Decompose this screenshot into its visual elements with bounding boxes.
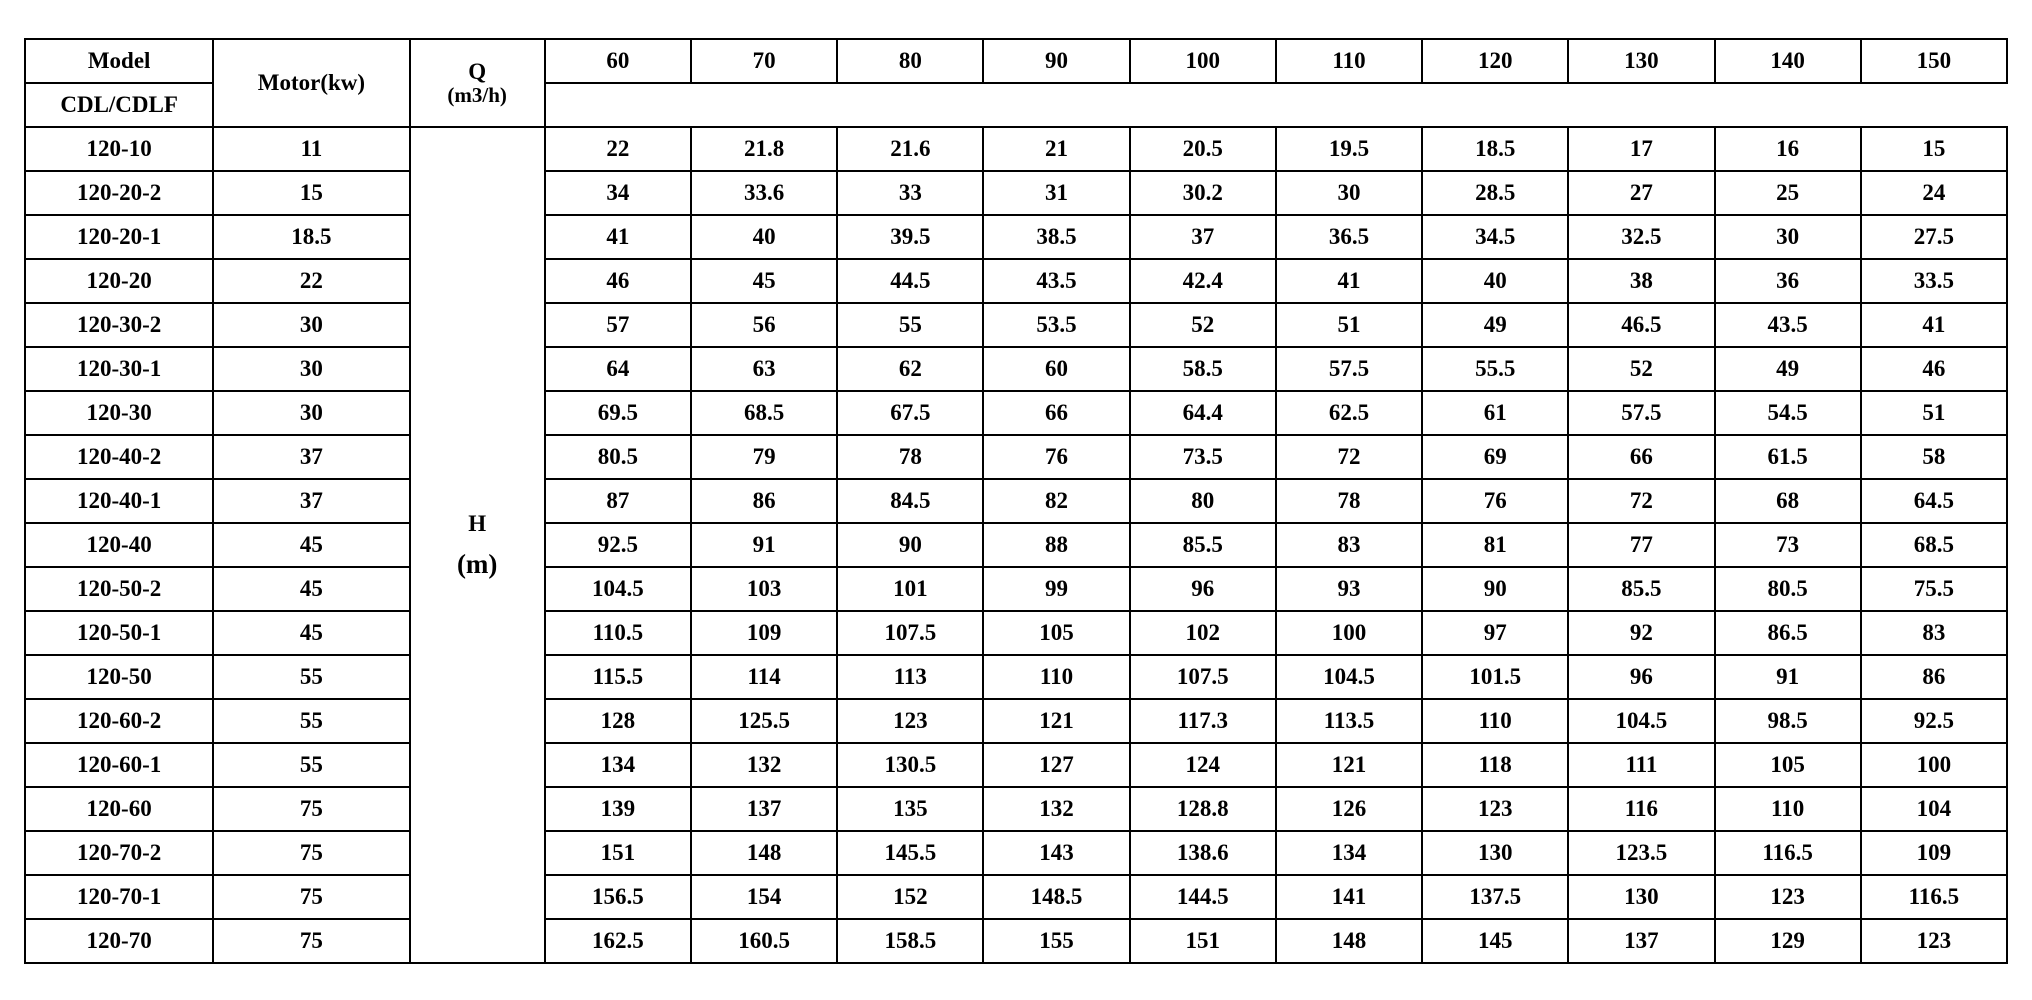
cell-head-value: 104.5 [545,567,691,611]
cell-head-value: 69.5 [545,391,691,435]
cell-head-value: 151 [545,831,691,875]
table-row [25,831,2007,875]
cell-motor-power: 30 [213,347,409,391]
cell-head-value: 39.5 [837,215,983,259]
cell-motor-power: 75 [213,831,409,875]
table-row [25,435,2007,479]
cell-head-value: 33.5 [1861,259,2007,303]
header-flow-value-120: 120 [1422,39,1568,83]
cell-model: 120-40 [25,523,213,567]
cell-head-value: 137.5 [1422,875,1568,919]
cell-motor-power: 18.5 [213,215,409,259]
cell-head-value: 139 [545,787,691,831]
cell-head-value: 115.5 [545,655,691,699]
table-row [25,655,2007,699]
cell-head-value: 75.5 [1861,567,2007,611]
cell-motor-power: 37 [213,435,409,479]
cell-head-value: 43.5 [983,259,1129,303]
cell-head-value: 123.5 [1568,831,1714,875]
cell-head-value: 18.5 [1422,127,1568,171]
cell-head-value: 123 [1422,787,1568,831]
cell-head-value: 92 [1568,611,1714,655]
cell-head-value: 100 [1276,611,1422,655]
cell-model: 120-30 [25,391,213,435]
cell-head-value: 49 [1715,347,1861,391]
cell-head-value: 73.5 [1130,435,1276,479]
cell-head-value: 32.5 [1568,215,1714,259]
cell-head-value: 55.5 [1422,347,1568,391]
cell-head-value: 25 [1715,171,1861,215]
cell-motor-power: 75 [213,787,409,831]
table-row [25,391,2007,435]
cell-head-value: 144.5 [1130,875,1276,919]
cell-motor-power: 55 [213,743,409,787]
table-row [25,611,2007,655]
cell-head-value: 21 [983,127,1129,171]
cell-head-value: 93 [1276,567,1422,611]
cell-head-value: 100 [1861,743,2007,787]
cell-head-value: 126 [1276,787,1422,831]
cell-head-value: 80 [1130,479,1276,523]
cell-motor-power: 75 [213,919,409,963]
cell-head-value: 58.5 [1130,347,1276,391]
cell-head-value: 99 [983,567,1129,611]
cell-model: 120-10 [25,127,213,171]
cell-head-value: 34.5 [1422,215,1568,259]
header-flow-value-110: 110 [1276,39,1422,83]
cell-head-value: 128 [545,699,691,743]
cell-head-value: 83 [1276,523,1422,567]
cell-head-value: 110 [1715,787,1861,831]
cell-head-value: 111 [1568,743,1714,787]
cell-motor-power: 55 [213,655,409,699]
header-flow-value-70: 70 [691,39,837,83]
cell-head-value: 57 [545,303,691,347]
table-row [25,699,2007,743]
cell-head-value: 92.5 [545,523,691,567]
cell-head-value: 132 [691,743,837,787]
cell-head-value: 46.5 [1568,303,1714,347]
table-row [25,127,2007,171]
cell-head-value: 110.5 [545,611,691,655]
cell-head-value: 22 [545,127,691,171]
table-row [25,215,2007,259]
header-flow-value-60: 60 [545,39,691,83]
cell-head-value: 58 [1861,435,2007,479]
cell-head-value: 62.5 [1276,391,1422,435]
cell-head-value: 38.5 [983,215,1129,259]
header-flow-value-140: 140 [1715,39,1861,83]
cell-model: 120-60-2 [25,699,213,743]
cell-head-value: 109 [1861,831,2007,875]
cell-head-value: 86.5 [1715,611,1861,655]
table-row [25,347,2007,391]
cell-head-value: 127 [983,743,1129,787]
cell-head-value: 116.5 [1861,875,2007,919]
cell-head-value: 130 [1422,831,1568,875]
cell-head-value: 78 [837,435,983,479]
cell-head-value: 107.5 [1130,655,1276,699]
cell-head-value: 116 [1568,787,1714,831]
cell-head-value: 117.3 [1130,699,1276,743]
cell-head-value: 52 [1568,347,1714,391]
header-flow-value-80: 80 [837,39,983,83]
cell-head-value: 90 [1422,567,1568,611]
cell-head-value: 129 [1715,919,1861,963]
cell-head-value: 121 [1276,743,1422,787]
cell-head-value: 55 [837,303,983,347]
cell-head-value: 66 [983,391,1129,435]
cell-head-value: 21.8 [691,127,837,171]
cell-head-value: 80.5 [545,435,691,479]
cell-head-value: 148 [1276,919,1422,963]
cell-head-value: 145.5 [837,831,983,875]
cell-model: 120-20-2 [25,171,213,215]
cell-head-value: 51 [1861,391,2007,435]
cell-head-value: 53.5 [983,303,1129,347]
cell-head-value: 96 [1130,567,1276,611]
cell-motor-power: 11 [213,127,409,171]
cell-head-value: 148 [691,831,837,875]
cell-head-value: 63 [691,347,837,391]
cell-model: 120-70-2 [25,831,213,875]
cell-head-value: 44.5 [837,259,983,303]
cell-head-value: 57.5 [1568,391,1714,435]
cell-head-value: 128.8 [1130,787,1276,831]
cell-head-value: 110 [983,655,1129,699]
cell-motor-power: 37 [213,479,409,523]
cell-head-value: 66 [1568,435,1714,479]
cell-head-value: 137 [1568,919,1714,963]
cell-head-value: 30 [1276,171,1422,215]
pump-performance-table [24,38,2008,964]
cell-model: 120-70 [25,919,213,963]
cell-motor-power: 45 [213,611,409,655]
cell-head-value: 134 [545,743,691,787]
cell-head-value: 76 [983,435,1129,479]
header-flow-value-90: 90 [983,39,1129,83]
header-flow-value-100: 100 [1130,39,1276,83]
table-row [25,259,2007,303]
cell-head-value: 88 [983,523,1129,567]
cell-head-value: 36 [1715,259,1861,303]
cell-head-value: 104.5 [1568,699,1714,743]
cell-head-value: 34 [545,171,691,215]
cell-head-value: 62 [837,347,983,391]
cell-head-value: 49 [1422,303,1568,347]
cell-head-value: 145 [1422,919,1568,963]
cell-head-value: 81 [1422,523,1568,567]
cell-motor-power: 15 [213,171,409,215]
cell-head-value: 57.5 [1276,347,1422,391]
cell-head-value: 121 [983,699,1129,743]
cell-head-value: 30 [1715,215,1861,259]
cell-model: 120-50 [25,655,213,699]
cell-head-value: 46 [545,259,691,303]
cell-head-value: 69 [1422,435,1568,479]
cell-head-value: 16 [1715,127,1861,171]
cell-head-value: 67.5 [837,391,983,435]
cell-head-value: 87 [545,479,691,523]
cell-motor-power: 75 [213,875,409,919]
cell-head-value: 154 [691,875,837,919]
cell-head-value: 132 [983,787,1129,831]
table-row [25,787,2007,831]
cell-head-value: 17 [1568,127,1714,171]
cell-model: 120-70-1 [25,875,213,919]
cell-head-value: 27.5 [1861,215,2007,259]
cell-head-value: 97 [1422,611,1568,655]
cell-head-value: 19.5 [1276,127,1422,171]
cell-head-value: 125.5 [691,699,837,743]
cell-head-value: 158.5 [837,919,983,963]
cell-head-value: 40 [1422,259,1568,303]
cell-head-value: 72 [1276,435,1422,479]
cell-head-value: 64 [545,347,691,391]
cell-head-value: 73 [1715,523,1861,567]
header-head-h: H (m) [410,127,545,963]
cell-model: 120-50-2 [25,567,213,611]
cell-head-value: 98.5 [1715,699,1861,743]
cell-head-value: 31 [983,171,1129,215]
cell-head-value: 21.6 [837,127,983,171]
cell-head-value: 101 [837,567,983,611]
cell-head-value: 107.5 [837,611,983,655]
cell-head-value: 68 [1715,479,1861,523]
cell-head-value: 116.5 [1715,831,1861,875]
cell-head-value: 37 [1130,215,1276,259]
cell-head-value: 162.5 [545,919,691,963]
cell-head-value: 41 [1276,259,1422,303]
cell-model: 120-40-2 [25,435,213,479]
table-row [25,479,2007,523]
cell-head-value: 64.4 [1130,391,1276,435]
cell-head-value: 61.5 [1715,435,1861,479]
cell-head-value: 130 [1568,875,1714,919]
cell-head-value: 33 [837,171,983,215]
cell-head-value: 160.5 [691,919,837,963]
cell-head-value: 118 [1422,743,1568,787]
cell-head-value: 143 [983,831,1129,875]
header-flow-q: Q (m3/h) [410,39,545,127]
cell-head-value: 52 [1130,303,1276,347]
table-row [25,875,2007,919]
cell-head-value: 134 [1276,831,1422,875]
cell-head-value: 104.5 [1276,655,1422,699]
cell-head-value: 96 [1568,655,1714,699]
cell-head-value: 135 [837,787,983,831]
cell-head-value: 91 [691,523,837,567]
cell-head-value: 124 [1130,743,1276,787]
cell-model: 120-20 [25,259,213,303]
cell-head-value: 46 [1861,347,2007,391]
cell-head-value: 138.6 [1130,831,1276,875]
cell-head-value: 123 [1861,919,2007,963]
cell-head-value: 45 [691,259,837,303]
cell-head-value: 85.5 [1130,523,1276,567]
cell-head-value: 78 [1276,479,1422,523]
cell-model: 120-40-1 [25,479,213,523]
cell-head-value: 113 [837,655,983,699]
cell-head-value: 68.5 [691,391,837,435]
cell-head-value: 156.5 [545,875,691,919]
cell-head-value: 36.5 [1276,215,1422,259]
cell-head-value: 82 [983,479,1129,523]
cell-head-value: 72 [1568,479,1714,523]
cell-head-value: 84.5 [837,479,983,523]
table-row [25,567,2007,611]
cell-model: 120-30-1 [25,347,213,391]
cell-head-value: 113.5 [1276,699,1422,743]
cell-motor-power: 22 [213,259,409,303]
cell-head-value: 61 [1422,391,1568,435]
cell-motor-power: 30 [213,303,409,347]
header-flow-value-150: 150 [1861,39,2007,83]
cell-head-value: 15 [1861,127,2007,171]
cell-head-value: 130.5 [837,743,983,787]
cell-head-value: 20.5 [1130,127,1276,171]
table-row [25,171,2007,215]
header-head-unit: (m) [456,548,498,579]
cell-head-value: 83 [1861,611,2007,655]
cell-head-value: 43.5 [1715,303,1861,347]
cell-head-value: 24 [1861,171,2007,215]
cell-head-value: 152 [837,875,983,919]
cell-head-value: 109 [691,611,837,655]
cell-head-value: 28.5 [1422,171,1568,215]
cell-head-value: 41 [1861,303,2007,347]
header-row-primary [25,39,2007,83]
cell-head-value: 148.5 [983,875,1129,919]
cell-head-value: 40 [691,215,837,259]
cell-head-value: 41 [545,215,691,259]
cell-model: 120-50-1 [25,611,213,655]
cell-head-value: 51 [1276,303,1422,347]
cell-head-value: 105 [1715,743,1861,787]
cell-head-value: 123 [837,699,983,743]
cell-head-value: 114 [691,655,837,699]
cell-head-value: 102 [1130,611,1276,655]
cell-head-value: 33.6 [691,171,837,215]
cell-head-value: 85.5 [1568,567,1714,611]
cell-head-value: 155 [983,919,1129,963]
table-row [25,303,2007,347]
cell-head-value: 42.4 [1130,259,1276,303]
header-model-top: Model [25,39,213,83]
cell-head-value: 104 [1861,787,2007,831]
cell-head-value: 54.5 [1715,391,1861,435]
cell-head-value: 30.2 [1130,171,1276,215]
cell-model: 120-60 [25,787,213,831]
table-row [25,743,2007,787]
cell-head-value: 137 [691,787,837,831]
cell-model: 120-20-1 [25,215,213,259]
cell-head-value: 92.5 [1861,699,2007,743]
header-motor: Motor(kw) [213,39,409,127]
cell-head-value: 68.5 [1861,523,2007,567]
cell-head-value: 38 [1568,259,1714,303]
cell-model: 120-30-2 [25,303,213,347]
cell-head-value: 77 [1568,523,1714,567]
cell-motor-power: 45 [213,523,409,567]
cell-head-value: 90 [837,523,983,567]
cell-model: 120-60-1 [25,743,213,787]
cell-motor-power: 30 [213,391,409,435]
cell-head-value: 80.5 [1715,567,1861,611]
table-row [25,919,2007,963]
cell-head-value: 76 [1422,479,1568,523]
cell-motor-power: 55 [213,699,409,743]
table-row [25,523,2007,567]
cell-head-value: 123 [1715,875,1861,919]
table-body [25,39,2007,963]
cell-head-value: 64.5 [1861,479,2007,523]
cell-motor-power: 45 [213,567,409,611]
cell-head-value: 103 [691,567,837,611]
header-flow-value-130: 130 [1568,39,1714,83]
cell-head-value: 101.5 [1422,655,1568,699]
cell-head-value: 79 [691,435,837,479]
cell-head-value: 151 [1130,919,1276,963]
cell-head-value: 56 [691,303,837,347]
cell-head-value: 110 [1422,699,1568,743]
cell-head-value: 27 [1568,171,1714,215]
cell-head-value: 86 [691,479,837,523]
cell-head-value: 91 [1715,655,1861,699]
cell-head-value: 60 [983,347,1129,391]
header-model-series: CDL/CDLF [25,83,213,127]
cell-head-value: 141 [1276,875,1422,919]
cell-head-value: 105 [983,611,1129,655]
header-flow-unit: (m3/h) [447,83,507,108]
cell-head-value: 86 [1861,655,2007,699]
